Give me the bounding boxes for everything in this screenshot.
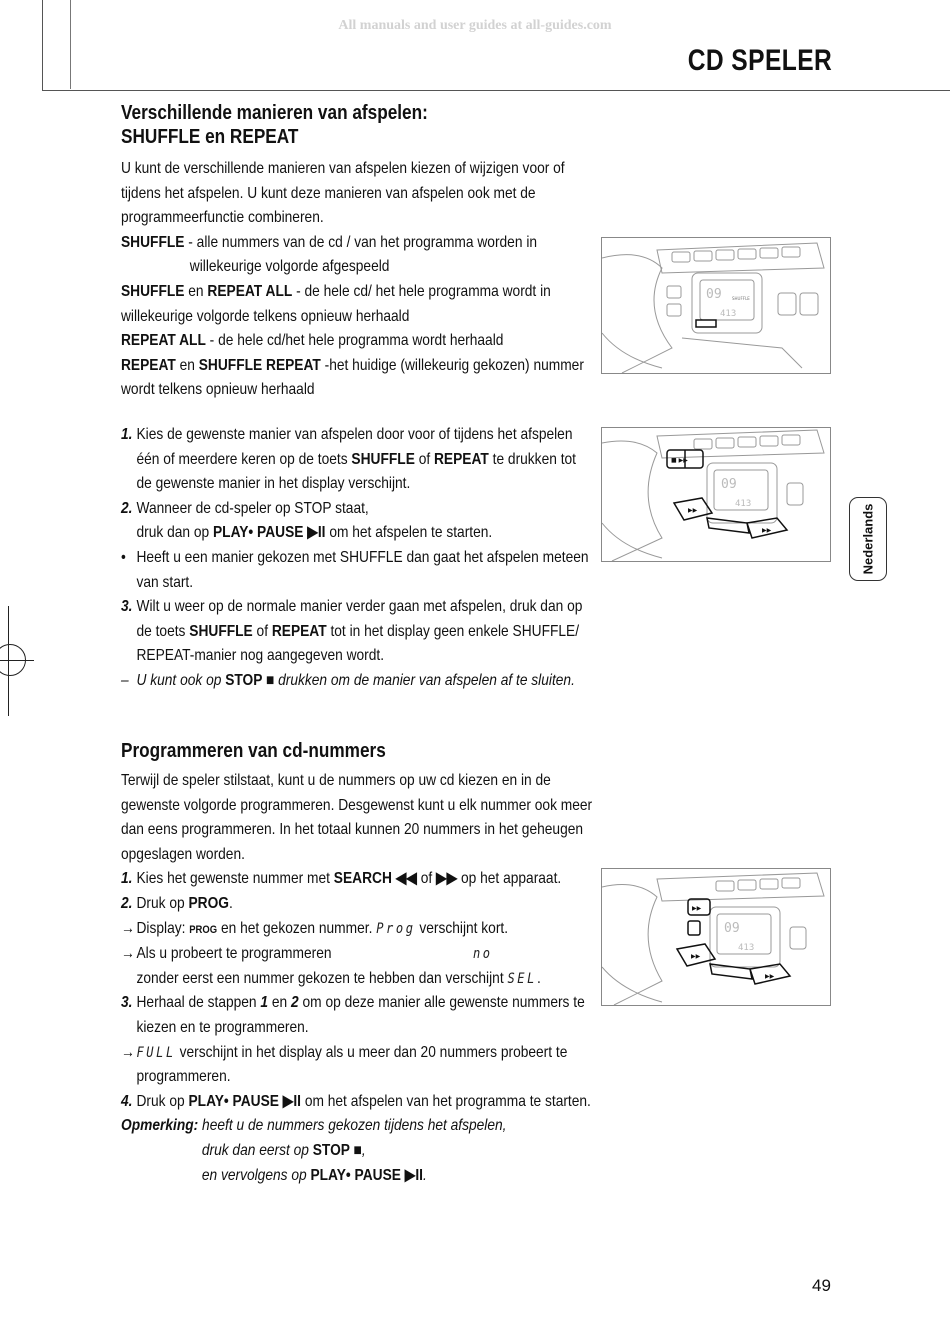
step-text: Wilt u weer op de normale manier verder gaan met afspelen, druk dan op de toets: [136, 598, 583, 640]
watermark: All manuals and user guides at all-guides.com: [338, 18, 612, 33]
en-text: en: [184, 282, 208, 300]
next-key: ▶▶: [436, 870, 458, 888]
sra-text: - de hele cd/ het hele programma wordt in willekeurige volgorde telkens opnieuw herhaald: [121, 282, 551, 325]
intro-paragraph: Terwijl de speler stilstaat, kunt u de nummers op uw cd kiezen en in de gewenste volgorde programmeren. Desgewenst kunt u elk nummer ook meer dan eens programmeren. In het totaal kunnen 20 nummers in het geheugen opgeslagen worden.: [121, 772, 593, 863]
step-text: Kies het gewenste nummer met: [136, 870, 334, 888]
svg-text:09: 09: [721, 477, 737, 492]
svg-text:▶▶: ▶▶: [762, 527, 772, 534]
step-number: 3.: [121, 994, 133, 1012]
remark: [121, 1114, 592, 1139]
step-text: Druk op: [136, 894, 189, 912]
language-tab: [849, 497, 887, 581]
section-title: [121, 101, 592, 149]
step-number: 3.: [121, 598, 133, 616]
step-ref: 1: [260, 994, 269, 1012]
svg-text:▶▶: ▶▶: [688, 507, 698, 514]
shuffle-text: - alle nummers van de cd / van het programma worden in: [184, 233, 538, 251]
step-number: 4.: [121, 1092, 133, 1110]
step-3: [121, 595, 592, 669]
stop-key: STOP ■: [312, 1141, 362, 1159]
play-pause-key: PLAY• PAUSE ▶II: [212, 524, 326, 542]
lcd-prog: Prog: [376, 920, 416, 937]
prog-step-1: [121, 867, 592, 892]
prog-key: PROG: [188, 894, 230, 912]
shuffle-repeat-all-description: [121, 280, 592, 329]
cd-player-illustration-shuffle: [601, 237, 831, 374]
repeat-all-label: REPEAT ALL: [207, 282, 293, 300]
note-text: zonder eerst een nummer gekozen te hebben dan verschijnt: [136, 969, 508, 987]
ra-text: - de hele cd/het hele programma wordt herhaald: [205, 332, 504, 350]
repeat-key: REPEAT: [271, 622, 327, 640]
bullet-text: Heeft u een manier gekozen met SHUFFLE dan gaat het afspelen meteen van start.: [136, 548, 589, 591]
of-text: of: [414, 450, 434, 468]
svg-text:413: 413: [735, 499, 752, 509]
step-text: om het afspelen te starten.: [325, 524, 493, 542]
section-shuffle-repeat: [121, 101, 591, 403]
note-text: Display:: [136, 919, 190, 937]
crop-mark-circle: [0, 644, 26, 676]
step-2: [121, 497, 592, 546]
rsr-text: -het huidige (willekeurig gekozen) nummer wordt telkens opnieuw herhaald: [121, 356, 584, 399]
repeat-all-label: REPEAT ALL: [121, 332, 206, 350]
shuffle-key: SHUFFLE: [351, 450, 415, 468]
arrow-note-3: [121, 1041, 592, 1090]
note-text: verschijnt in het display als u meer dan 20 nummers probeert te programmeren.: [136, 1043, 568, 1086]
step-text: om het afspelen van het programma te starten.: [300, 1092, 591, 1110]
section-title-line1: Verschillende manieren van afspelen:: [121, 102, 428, 124]
shuffle-description-cont: willekeurige volgorde afgespeeld: [189, 258, 390, 276]
shuffle-key: SHUFFLE: [189, 622, 253, 640]
cd-player-illustration-play: [601, 427, 831, 562]
remark-text: ,: [361, 1141, 366, 1159]
dash-note: [121, 669, 592, 694]
shuffle-label: SHUFFLE: [121, 282, 185, 300]
note-text: drukken om de manier van afspelen af te sluiten.: [274, 671, 575, 689]
step-text: Druk op: [136, 1092, 189, 1110]
note-text: Als u probeert te programmeren: [136, 945, 332, 963]
play-pause-key: PLAY• PAUSE ▶II: [310, 1166, 423, 1184]
svg-text:■ ▶▶: ■ ▶▶: [671, 457, 688, 464]
svg-text:413: 413: [738, 943, 755, 953]
lcd-no: no: [472, 946, 493, 963]
bullet: •: [121, 548, 126, 566]
steps-shuffle-repeat: [121, 423, 591, 694]
remark-text: en vervolgens op: [201, 1166, 311, 1184]
svg-text:▶▶: ▶▶: [765, 973, 775, 980]
step-text: te drukken tot de gewenste manier in het display verschijnt.: [136, 450, 576, 493]
shuffle-description: [121, 231, 592, 256]
shuffle-label: SHUFFLE: [121, 233, 185, 251]
note-text: .: [536, 969, 541, 987]
note-text: U kunt ook op: [136, 671, 226, 689]
svg-text:09: 09: [706, 287, 722, 302]
prog-step-2: [121, 892, 592, 917]
cd-player-drawing: [602, 869, 830, 1005]
lcd-full: FULL: [136, 1044, 176, 1061]
cd-player-illustration-prog: [601, 868, 831, 1006]
svg-text:09: 09: [724, 921, 740, 936]
remark-label: Opmerking:: [121, 1117, 199, 1135]
remark-text: druk dan eerst op: [201, 1141, 313, 1159]
arrow-icon: →: [121, 945, 135, 963]
step-text: op het apparaat.: [457, 870, 562, 888]
en-text: en: [175, 356, 199, 374]
section-programming: [121, 739, 591, 1188]
remark-text: .: [422, 1166, 427, 1184]
step-text: om op deze manier alle gewenste nummers te kiezen en te programmeren.: [136, 994, 585, 1036]
search-key: SEARCH ◀◀: [333, 870, 417, 888]
remark-text: heeft u de nummers gekozen tijdens het afspelen,: [198, 1117, 507, 1135]
step-number: 1.: [121, 426, 133, 443]
cd-player-drawing: [602, 238, 830, 373]
shuffle-repeat-label: SHUFFLE REPEAT: [198, 356, 321, 374]
of-text: of: [416, 870, 437, 888]
step-1: [121, 423, 592, 497]
section-title-line2: SHUFFLE en REPEAT: [121, 126, 299, 148]
arrow-icon: →: [121, 919, 135, 937]
arrow-note-2: [121, 942, 592, 991]
repeat-all-description: [121, 329, 592, 354]
repeat-shuffle-repeat-description: [121, 354, 592, 403]
en-text: en: [268, 994, 292, 1012]
note-text: en het gekozen nummer.: [217, 919, 377, 937]
of-text: of: [252, 622, 272, 640]
step-number: 1.: [121, 870, 133, 888]
step-text: Wanneer de cd-speler op STOP staat,: [136, 499, 369, 517]
page-number: 49: [812, 1276, 831, 1295]
remark-line3: [121, 1164, 592, 1189]
step-ref: 2: [291, 994, 299, 1012]
cd-player-drawing: [602, 428, 830, 561]
prog-step-3: [121, 991, 592, 1040]
dash: –: [121, 671, 129, 689]
svg-text:SHUFFLE: SHUFFLE: [732, 296, 750, 301]
intro-paragraph: U kunt de verschillende manieren van afspelen kiezen of wijzigen voor of tijdens het afspelen. U kunt deze manieren van afspelen ook met de programmeerfunctie combineren.: [121, 160, 565, 227]
step-number: 2.: [121, 499, 133, 517]
prog-indicator: PROG: [189, 923, 218, 936]
svg-text:▶▶: ▶▶: [692, 905, 702, 912]
note-text: verschijnt kort.: [415, 919, 509, 937]
repeat-key: REPEAT: [433, 450, 489, 468]
language-tab-label: Nederlands: [860, 503, 876, 575]
page-title: CD SPELER: [687, 44, 832, 77]
step-text: Herhaal de stappen: [136, 994, 261, 1012]
repeat-label: REPEAT: [121, 356, 176, 374]
step-text: druk dan op: [136, 524, 213, 542]
prog-step-4: [121, 1090, 592, 1115]
stop-key: STOP ■: [225, 671, 275, 689]
step-number: 2.: [121, 894, 133, 912]
section-title: Programmeren van cd-nummers: [121, 740, 386, 762]
step-text: .: [229, 894, 233, 912]
play-pause-key: PLAY• PAUSE ▶II: [188, 1092, 301, 1110]
arrow-note-1: [121, 917, 592, 943]
remark-line2: [121, 1139, 592, 1164]
step-text: Kies de gewenste manier van afspelen door voor of tijdens het afspelen één of meerdere keren op de toets: [136, 426, 573, 468]
bullet-item: [121, 546, 592, 595]
step-text: tot in het display geen enkele SHUFFLE/ REPEAT-manier nog aangegeven wordt.: [136, 622, 580, 665]
svg-text:413: 413: [720, 309, 737, 319]
arrow-icon: →: [121, 1043, 135, 1061]
lcd-sel: SEL: [507, 970, 537, 987]
svg-text:▶▶: ▶▶: [691, 953, 701, 960]
